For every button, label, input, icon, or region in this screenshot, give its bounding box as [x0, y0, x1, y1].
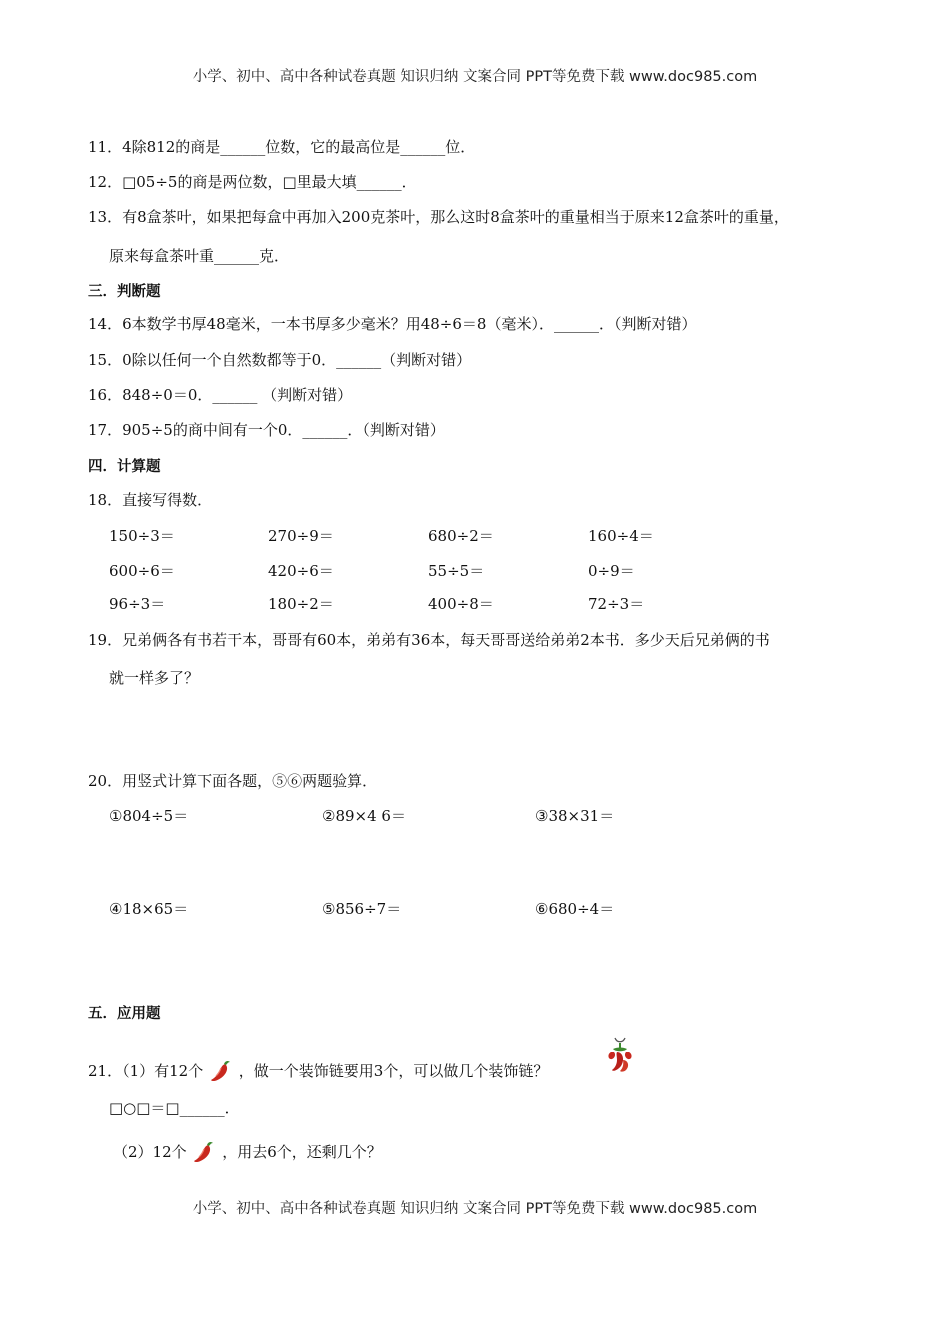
section-title-application: 五．应用题 — [88, 1006, 161, 1022]
q18-item: 680÷2＝ — [428, 527, 494, 545]
question-16: 16．848÷0＝0．______ （判断对错） — [88, 386, 353, 404]
question-20: 20．用竖式计算下面各题，⑤⑥两题验算． — [88, 772, 378, 790]
q18-item: 72÷3＝ — [588, 595, 645, 613]
question-19-line-1: 19．兄弟俩各有书若干本，哥哥有60本，弟弟有36本，每天哥哥送给弟弟2本书．多少天后兄弟俩的书 — [88, 631, 770, 649]
q18-item: 420÷6＝ — [268, 562, 334, 580]
q21-part2-text-a: （2）12个 — [113, 1143, 187, 1161]
question-19-line-2: 就一样多了？ — [109, 669, 200, 687]
q18-item: 96÷3＝ — [109, 595, 166, 613]
q18-item: 55÷5＝ — [428, 562, 485, 580]
chili-pepper-icon — [191, 1140, 217, 1166]
question-17: 17．905÷5的商中间有一个0．______．（判断对错） — [88, 421, 445, 439]
question-21-part-1 — [88, 1059, 548, 1085]
page-footer: 小学、初中、高中各种试卷真题 知识归纳 文案合同 PPT等免费下载 www.doc985.com — [192, 1201, 758, 1217]
pepper-chain-icon — [603, 1036, 637, 1076]
q18-item: 160÷4＝ — [588, 527, 654, 545]
q20-item: ②89×4 6＝ — [322, 807, 406, 825]
q18-item: 400÷8＝ — [428, 595, 494, 613]
q20-item: ①804÷5＝ — [109, 807, 189, 825]
q18-item: 270÷9＝ — [268, 527, 334, 545]
q20-item: ⑥680÷4＝ — [535, 900, 615, 918]
question-12: 12．□05÷5的商是两位数，□里最大填______． — [88, 173, 417, 191]
question-13-line-2: 原来每盒茶叶重______克． — [109, 247, 290, 265]
q18-item: 150÷3＝ — [109, 527, 175, 545]
question-14: 14．6本数学书厚48毫米，一本书厚多少毫米？用48÷6＝8（毫米）．______．（判断对错） — [88, 315, 697, 333]
chili-pepper-icon — [208, 1059, 234, 1085]
q20-item: ③38×31＝ — [535, 807, 615, 825]
q21-part2-text-b: ，用去6个，还剩几个？ — [222, 1143, 382, 1161]
q20-item: ⑤856÷7＝ — [322, 900, 402, 918]
q18-item: 600÷6＝ — [109, 562, 175, 580]
section-title-calculation: 四．计算题 — [88, 459, 161, 475]
q21-answer-format: □○□＝□______． — [109, 1099, 240, 1117]
q18-item: 0÷9＝ — [588, 562, 635, 580]
question-21-part-2 — [113, 1140, 382, 1166]
q20-item: ④18×65＝ — [109, 900, 189, 918]
q21-part1-text-a: 21．（1）有12个 — [88, 1062, 204, 1080]
q21-part1-text-b: ，做一个装饰链要用3个，可以做几个装饰链？ — [238, 1062, 549, 1080]
page-header: 小学、初中、高中各种试卷真题 知识归纳 文案合同 PPT等免费下载 www.doc985.com — [192, 69, 758, 85]
question-13-line-1: 13．有8盒茶叶，如果把每盒中再加入200克茶叶，那么这时8盒茶叶的重量相当于原来12盒茶叶的重量， — [88, 208, 789, 226]
question-18: 18．直接写得数． — [88, 491, 213, 509]
question-11: 11．4除812的商是______位数，它的最高位是______位． — [88, 138, 476, 156]
q18-item: 180÷2＝ — [268, 595, 334, 613]
question-15: 15．0除以任何一个自然数都等于0．______（判断对错） — [88, 351, 472, 369]
section-title-judgement: 三．判断题 — [88, 284, 161, 300]
